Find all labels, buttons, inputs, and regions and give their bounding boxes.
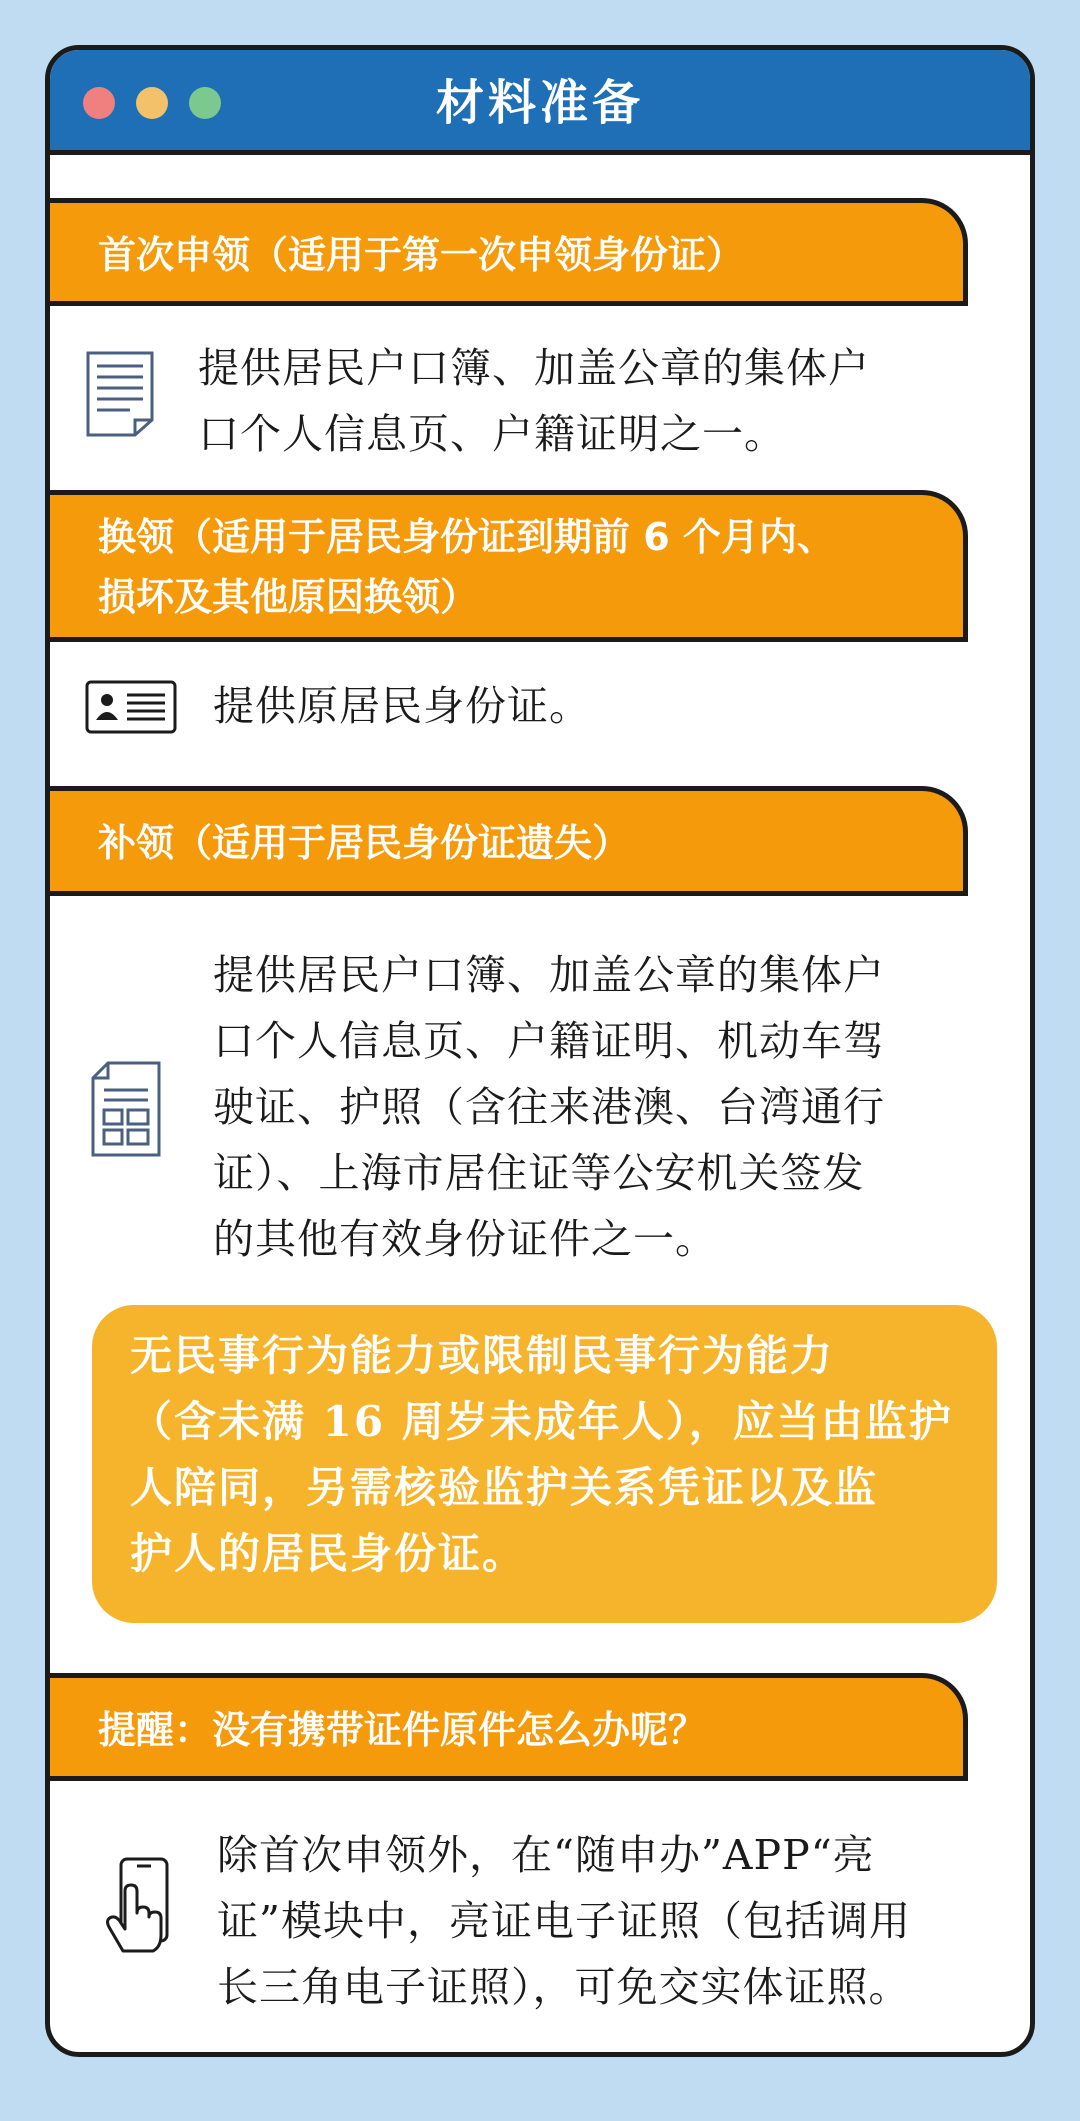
body-line: 证）、上海市居住证等公安机关签发 bbox=[213, 1149, 865, 1197]
body-line: 提供居民户口簿、加盖公章的集体户 bbox=[198, 344, 870, 392]
page-title: 材料准备 bbox=[435, 75, 644, 131]
section-body-replacement bbox=[213, 673, 591, 739]
section-body-reissue bbox=[213, 942, 885, 1272]
guardian-note bbox=[92, 1305, 997, 1623]
section-heading-line: 损坏及其他原因换领） bbox=[98, 575, 479, 619]
materials-card bbox=[45, 45, 1035, 2057]
certificate-icon bbox=[90, 1060, 162, 1162]
body-line: 的其他有效身份证件之一。 bbox=[213, 1215, 717, 1263]
section-heading-replacement bbox=[45, 490, 968, 642]
note-line: 人陪同，另需核验监护关系凭证以及监 bbox=[130, 1463, 879, 1512]
section-heading-text: 补领（适用于居民身份证遗失） bbox=[98, 821, 631, 865]
body-line: 提供居民户口簿、加盖公章的集体户 bbox=[213, 951, 885, 999]
title-bar bbox=[50, 50, 1030, 155]
section-heading-first-application bbox=[45, 198, 968, 306]
body-line: 口个人信息页、户籍证明、机动车驾 bbox=[213, 1017, 885, 1065]
reminder-heading-text: 提醒：没有携带证件原件怎么办呢？ bbox=[98, 1708, 707, 1752]
body-line: 除首次申领外，在“随申办”APP“亮 bbox=[217, 1831, 875, 1879]
reminder-body bbox=[217, 1822, 911, 2020]
reminder-heading bbox=[45, 1673, 968, 1781]
id-card-icon bbox=[85, 680, 177, 738]
section-heading-reissue bbox=[45, 786, 968, 896]
section-body-first-application bbox=[198, 335, 870, 467]
note-line: 无民事行为能力或限制民事行为能力 bbox=[130, 1331, 835, 1380]
section-heading-text: 首次申领（适用于第一次申领身份证） bbox=[98, 233, 745, 277]
body-line: 证”模块中，亮证电子证照（包括调用 bbox=[217, 1897, 911, 1945]
body-line: 长三角电子证照），可免交实体证照。 bbox=[217, 1963, 911, 2011]
document-icon bbox=[85, 350, 155, 442]
phone-tap-icon bbox=[95, 1855, 175, 1959]
body-line: 口个人信息页、户籍证明之一。 bbox=[198, 410, 786, 458]
section-heading-line: 换领（适用于居民身份证到期前 6 个月内、 bbox=[98, 515, 835, 559]
note-line: 护人的居民身份证。 bbox=[130, 1529, 527, 1578]
body-line: 驶证、护照（含往来港澳、台湾通行 bbox=[213, 1083, 885, 1131]
note-line: （含未满 16 周岁未成年人），应当由监护 bbox=[130, 1397, 953, 1446]
body-line: 提供原居民身份证。 bbox=[213, 682, 591, 730]
